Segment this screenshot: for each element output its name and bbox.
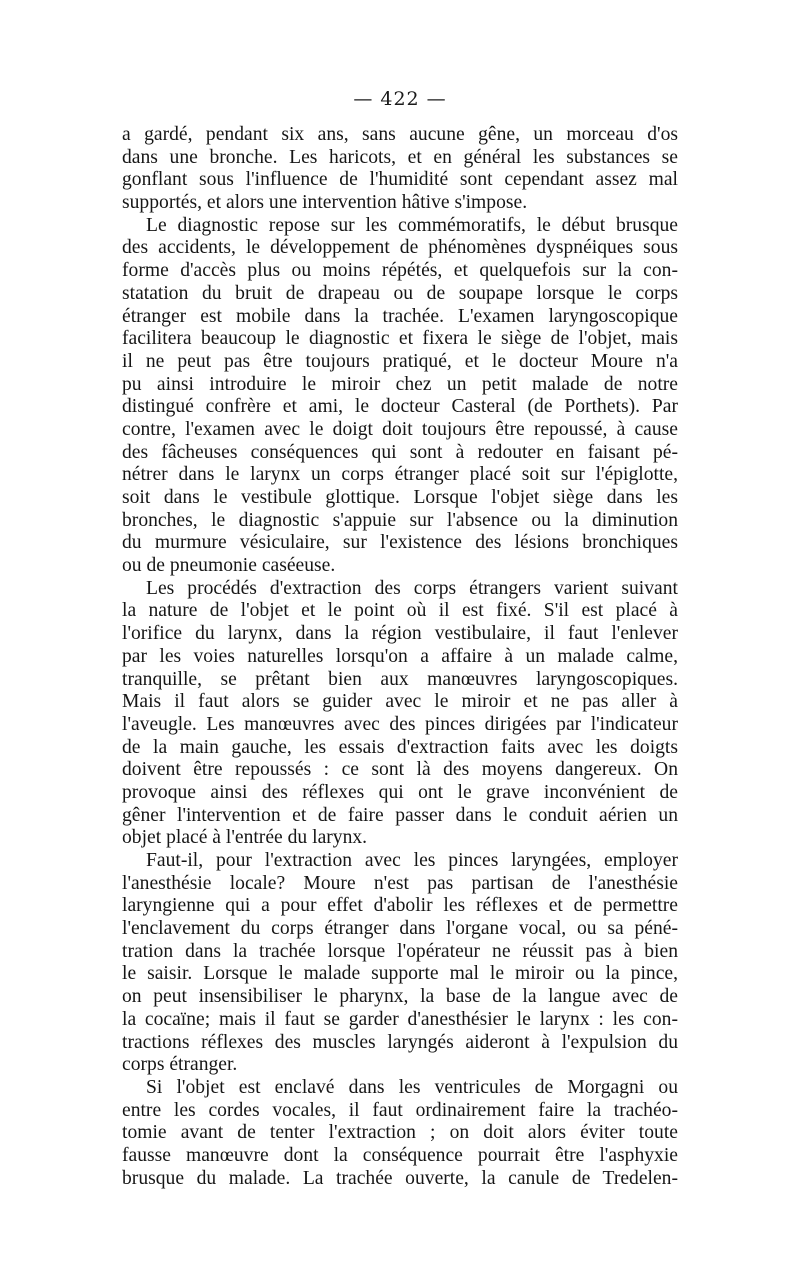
text-line: pu ainsi introduire le miroir chez un petit malade de notre xyxy=(122,373,678,395)
text-line: tomie avant de tenter l'extraction ; on doit alors éviter toute xyxy=(122,1122,678,1144)
text-line: objet placé à l'entrée du larynx. xyxy=(122,827,368,849)
text-line: par les voies naturelles lorsqu'on a affaire à un malade calme, xyxy=(122,645,678,667)
text-line: forme d'accès plus ou moins répétés, et quelquefois sur la con- xyxy=(122,260,678,282)
text-line: tractions réflexes des muscles laryngés aideront à l'expulsion du xyxy=(122,1031,678,1053)
text-line: Le diagnostic repose sur les commémoratifs, le début brusque xyxy=(146,214,678,236)
text-line: contre, l'examen avec le doigt doit toujours être repoussé, à cause xyxy=(122,418,678,440)
text-line: du murmure vésiculaire, sur l'existence des lésions bronchiques xyxy=(122,532,678,554)
text-line: l'enclavement du corps étranger dans l'organe vocal, ou sa péné- xyxy=(122,918,678,940)
text-line: distingué confrère et ami, le docteur Casteral (de Porthets). Par xyxy=(122,396,678,418)
text-line: doivent être repoussés : ce sont là des moyens dangereux. On xyxy=(122,759,678,781)
text-line: bronches, le diagnostic s'appuie sur l'absence ou la diminution xyxy=(122,509,678,531)
text-line: soit dans le vestibule glottique. Lorsque l'objet siège dans les xyxy=(122,487,678,508)
text-line: gêner l'intervention et de faire passer dans le conduit aérien un xyxy=(122,804,678,826)
text-line: on peut insensibiliser le pharynx, la base de la langue avec de xyxy=(122,986,678,1008)
text-line: Si l'objet est enclavé dans les ventricules de Morgagni ou xyxy=(146,1076,678,1098)
text-line: l'anesthésie locale? Moure n'est pas partisan de l'anesthésie xyxy=(122,872,678,894)
text-line: corps étranger. xyxy=(122,1054,238,1076)
text-line: le saisir. Lorsque le malade supporte mal le miroir ou la pince, xyxy=(122,963,678,985)
text-line: l'aveugle. Les manœuvres avec des pinces dirigées par l'indicateur xyxy=(122,713,678,735)
text-line: gonflant sous l'influence de l'humidité sont cependant assez mal xyxy=(122,169,678,191)
text-line: nétrer dans le larynx un corps étranger placé soit sur l'épiglotte, xyxy=(122,464,678,486)
text-line: ou de pneumonie caséeuse. xyxy=(122,555,336,577)
text-line: dans une bronche. Les haricots, et en général les substances se xyxy=(122,146,678,168)
text-line: statation du bruit de drapeau ou de soupape lorsque le corps xyxy=(122,282,678,304)
text-line: tranquille, se prêtant bien aux manœuvres laryngoscopiques. xyxy=(122,668,678,690)
text-line: des fâcheuses conséquences qui sont à redouter en faisant pé- xyxy=(122,441,678,463)
text-line: provoque ainsi des réflexes qui ont le grave inconvénient de xyxy=(122,781,678,803)
text-line: l'orifice du larynx, dans la région vestibulaire, il faut l'enlever xyxy=(122,623,678,645)
text-line: étranger est mobile dans la trachée. L'examen laryngoscopique xyxy=(122,305,678,327)
text-line: fausse manœuvre dont la conséquence pourrait être l'asphyxie xyxy=(122,1144,678,1166)
text-line: la cocaïne; mais il faut se garder d'anesthésier le larynx : les con- xyxy=(122,1008,678,1030)
text-line: brusque du malade. La trachée ouverte, la canule de Tredelen- xyxy=(122,1167,678,1189)
text-line: la nature de l'objet et le point où il est fixé. S'il est placé à xyxy=(122,600,678,622)
text-line: Faut-il, pour l'extraction avec les pinces laryngées, employer xyxy=(146,850,678,871)
text-line: Mais il faut alors se guider avec le miroir et ne pas aller à xyxy=(122,691,678,713)
text-line: tration dans la trachée lorsque l'opérateur ne réussit pas à bien xyxy=(122,940,678,962)
text-line: supportés, et alors une intervention hâtive s'impose. xyxy=(122,192,528,214)
body-text xyxy=(122,124,678,1190)
text-line: il ne peut pas être toujours pratiqué, et le docteur Moure n'a xyxy=(122,350,678,372)
text-line: de la main gauche, les essais d'extraction faits avec les doigts xyxy=(122,736,678,758)
text-line: facilitera beaucoup le diagnostic et fixera le siège de l'objet, mais xyxy=(122,328,678,350)
text-line: entre les cordes vocales, il faut ordinairement faire la trachéo- xyxy=(122,1099,678,1121)
text-line: des accidents, le développement de phénomènes dyspnéiques sous xyxy=(122,237,678,259)
text-line: a gardé, pendant six ans, sans aucune gêne, un morceau d'os xyxy=(122,124,678,145)
text-line: Les procédés d'extraction des corps étrangers varient suivant xyxy=(146,577,678,599)
text-line: laryngienne qui a pour effet d'abolir les réflexes et de permettre xyxy=(122,895,678,917)
page-number: — 422 — xyxy=(353,88,447,110)
